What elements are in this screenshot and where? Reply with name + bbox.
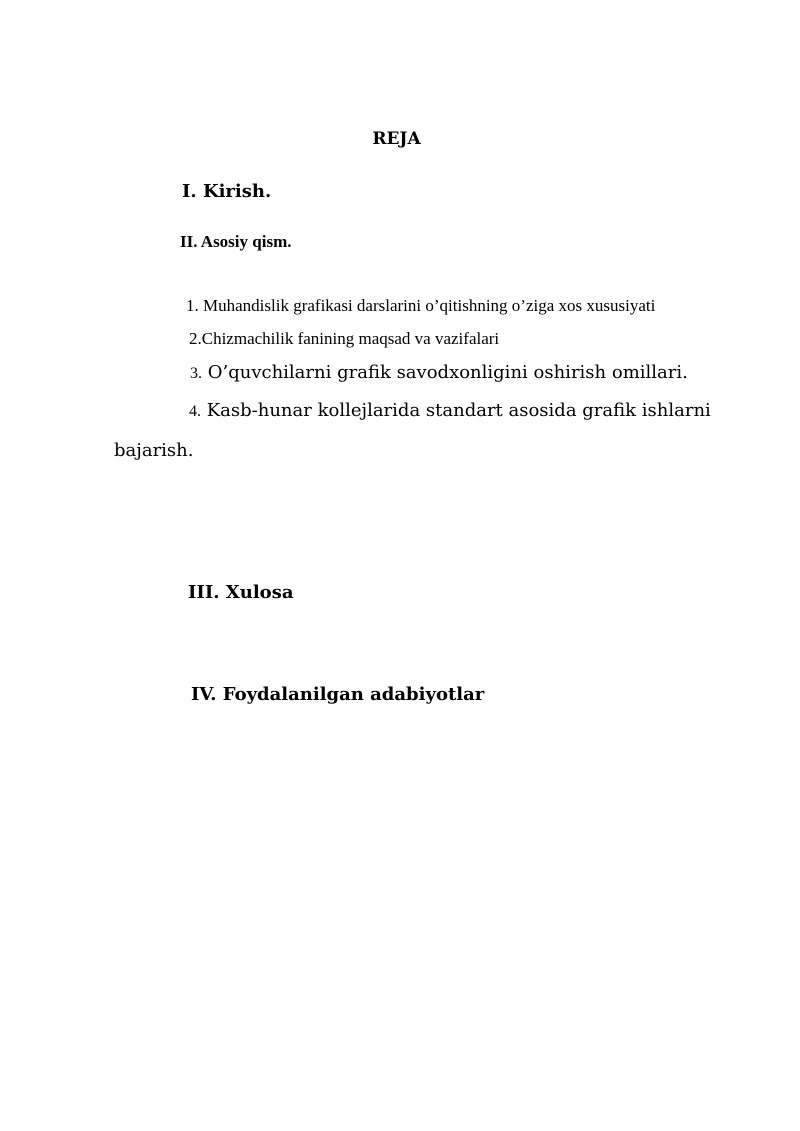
section-references: IV. Foydalanilgan adabiyotlar [191,684,485,705]
subsection-4-continuation: bajarish. [114,440,194,461]
subsection-4-number: 4. [189,403,201,420]
section-main-part: II. Asosiy qism. [180,232,292,251]
subsection-1-number: 1. [186,296,199,315]
section-conclusion: III. Xulosa [188,582,294,603]
subsection-2-number: 2. [189,329,202,348]
subsection-3-number: 3. [190,365,202,382]
subsection-3 [190,362,688,383]
subsection-2-text: Chizmachilik fanining maqsad va vazifalari [201,329,500,348]
subsection-1 [186,296,655,316]
subsection-4 [189,400,711,421]
section-introduction: I. Kirish. [182,181,272,202]
page-title: REJA [372,129,421,149]
subsection-1-text: Muhandislik grafikasi darslarini o’qitishning o’ziga xos xususiyati [198,296,656,315]
subsection-3-text: O’quvchilarni grafik savodxonligini oshirish omillari. [202,362,688,383]
subsection-2 [189,329,499,349]
subsection-4-text: Kasb-hunar kollejlarida standart asosida grafik ishlarni [201,400,711,421]
